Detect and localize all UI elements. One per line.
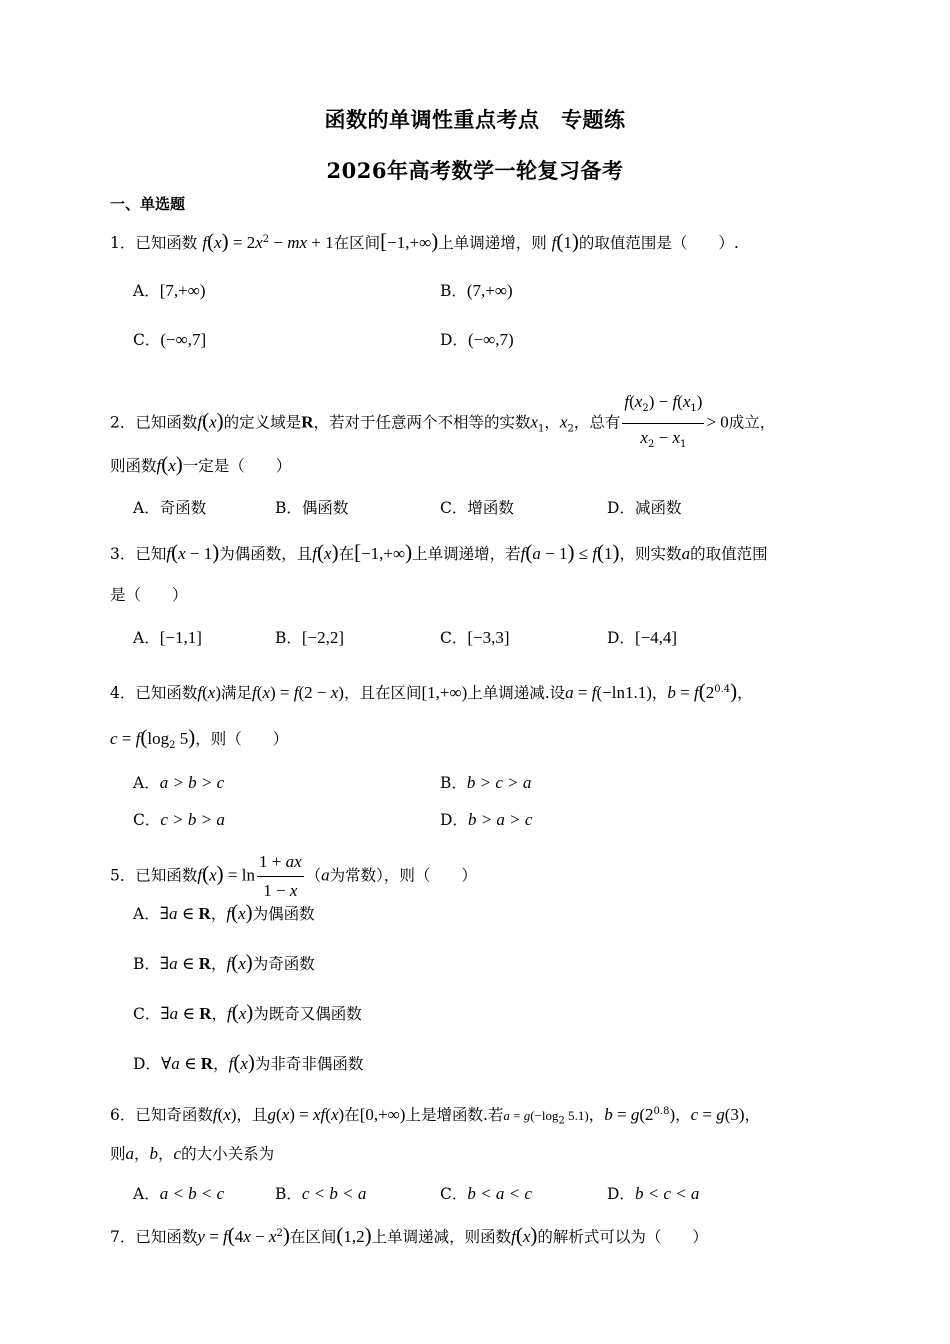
question-7: 7．已知函数$y = f(4x - x^2)$在区间(1,2)上单调递减，则函数f(x)的解析式可以为（ ）: [110, 1223, 708, 1248]
q3-option-a[interactable]: A．[−1,1]: [133, 628, 202, 647]
q2-option-c[interactable]: C．增函数: [440, 499, 514, 517]
q3-option-d[interactable]: D．[−4,4]: [607, 628, 678, 647]
q1-option-b[interactable]: B．(7,+∞): [440, 281, 513, 300]
q6-option-a[interactable]: A．a < b < c: [133, 1184, 225, 1203]
q1-option-d[interactable]: D．(−∞,7): [440, 330, 514, 349]
q5-option-a[interactable]: A．∃a ∈ R，f(x)为偶函数: [133, 900, 315, 924]
q5-option-d[interactable]: D．∀a ∈ R，f(x)为非奇非偶函数: [133, 1050, 364, 1074]
q5-option-b[interactable]: B．∃a ∈ R，f(x)为奇函数: [133, 950, 315, 974]
question-2-line-2: 则函数f(x)一定是（ ）: [110, 452, 292, 476]
question-3-line-2: 是（ ）: [110, 586, 188, 604]
q4-option-a[interactable]: A．a > b > c: [133, 773, 225, 792]
q2-option-a[interactable]: A．奇函数: [133, 499, 207, 517]
q4-option-b[interactable]: B．b > c > a: [440, 773, 532, 792]
q3-option-c[interactable]: C．[−3,3]: [440, 628, 510, 647]
q5-option-c[interactable]: C．∃a ∈ R，f(x)为既奇又偶函数: [133, 1000, 362, 1024]
title-line-1: 函数的单调性重点考点 专题练: [324, 107, 626, 132]
question-3: 3．已知f(x − 1)为偶函数，且f(x)在[−1,+∞)上单调递增，若f(a − 1) ≤ f(1)，则实数a的取值范围: [110, 540, 768, 564]
title-line-2: 2026年高考数学一轮复习备考: [326, 158, 624, 183]
q3-option-b[interactable]: B．[−2,2]: [275, 628, 345, 647]
q2-option-b[interactable]: B．偶函数: [275, 499, 349, 517]
q4-option-d[interactable]: D．b > a > c: [440, 810, 533, 829]
question-4: 4．已知函数f(x)满足f(x) = f(2 − x)，且在区间[1,+∞)上单调递减.设a = f(−ln1.1)，$b = f(2^{0.4})$，: [110, 679, 753, 704]
question-2: 2．已知函数f(x)的定义域是R，若对于任意两个不相等的实数$x_1$，$x_2$，总有 $\frac{f(x_2) - f(x_1)}{x_2 - x_1}$ > 0成立，: [110, 392, 776, 450]
question-5: 5．已知函数f(x) = ln $\frac{1 + ax}{1 - x}$ （a为常数），则（ ）: [110, 852, 477, 900]
q6-option-d[interactable]: D．b < c < a: [607, 1184, 700, 1203]
q1-option-a[interactable]: A．[7,+∞): [133, 281, 206, 300]
q6-option-b[interactable]: B．c < b < a: [275, 1184, 367, 1203]
question-6: 6．已知奇函数f(x)，且g(x) = xf(x)在[0,+∞)上是增函数.若$a = g(-\log_2$ 5.1)，$b = g(2^{0.8})$，c = g(3)，: [110, 1105, 761, 1127]
q6-option-c[interactable]: C．b < a < c: [440, 1184, 532, 1203]
question-6-line-2: 则a，b，c的大小关系为: [110, 1144, 275, 1163]
q2-option-d[interactable]: D．减函数: [607, 499, 682, 517]
section-heading: 一、单选题: [110, 195, 186, 213]
question-1: 1．已知函数 $f(x) = 2x^2$ − mx + 1在区间[−1,+∞)上单调递增，则 f(1)的取值范围是（ ）.: [110, 229, 739, 254]
question-4-line-2: $c = f(\log_2$ 5)，则（ ）: [110, 725, 289, 752]
q1-option-c[interactable]: C．(−∞,7]: [133, 330, 207, 349]
q4-option-c[interactable]: C．c > b > a: [133, 810, 225, 829]
